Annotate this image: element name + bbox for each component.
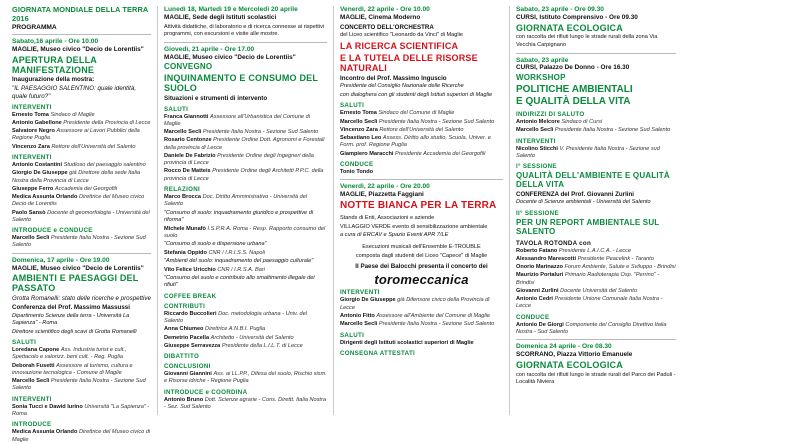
person-role: Architetto - Università del Salento — [210, 334, 294, 341]
section-label-coffee-break: COFFEE BREAK — [164, 292, 217, 300]
person-entry — [12, 112, 151, 119]
person-role: Docente di geomorfologia - Università del Salento — [12, 209, 150, 223]
person-entry — [164, 267, 327, 274]
person-name: Marcello Seclì — [164, 129, 202, 136]
person-role: Presidente Italia Nostra - Sezione Sud Salento — [12, 235, 146, 249]
person-role: Sindaco di Cursi — [561, 118, 603, 125]
person-role: Doc. metodologia urbana - Univ. del Salento — [164, 310, 307, 325]
person-entry — [516, 127, 676, 134]
person-name: Daniele De Fabrizio — [164, 152, 216, 159]
person-role: Presidente della Provincia di Lecce — [63, 119, 151, 126]
person-role: I.S.P.R.A. Roma - Resp. Rapporto consumo del suolo — [164, 225, 326, 239]
person-name: Stefania Oppido — [164, 249, 207, 256]
section-label-dibattito: DIBATTITO — [164, 353, 200, 361]
person-name: Antonio Bruno — [164, 396, 204, 403]
person-role: Sindaco di Maglie — [50, 111, 95, 118]
villaggio-verde-info: VILLAGGIO VERDE evento di sensibilizzazione ambientale — [340, 223, 488, 230]
column-1 — [6, 5, 158, 443]
event-place: CURSI, Istituto Comprensivo - Ore 09.30 — [516, 13, 638, 21]
concert-label: CONCERTO DELL'ORCHESTRA — [340, 23, 434, 31]
section-label-introduce-2: INTRODUCE — [12, 421, 52, 429]
person-role: Presidente Italia Nostra - Sezione Sud Salento — [378, 321, 495, 328]
person-entry — [340, 135, 503, 150]
section-label-interventi: INTERVENTI — [340, 289, 380, 297]
person-name: Michele Munafò — [164, 225, 206, 232]
person-role: Studioso del paesaggio salentino — [63, 161, 146, 168]
page-subtitle: PROGRAMMA — [12, 24, 57, 32]
event-title: APERTURA DELLA MANIFESTAZIONE — [12, 54, 97, 75]
person-name: Salvatore Negro — [12, 128, 55, 135]
person-entry — [12, 429, 151, 444]
talk-title: "Consumo di suolo: inquadramento giuridico e prospettive di riforma" — [164, 209, 314, 224]
column-3 — [334, 6, 510, 415]
person-entry — [12, 186, 151, 193]
person-entry — [164, 129, 327, 136]
section-label-tavola-rotonda: TAVOLA ROTONDA con — [516, 239, 592, 247]
person-entry — [164, 335, 327, 342]
person-entry — [12, 378, 151, 393]
event-date: Sabato, 23 aprile - Ore 09.30 — [516, 6, 604, 13]
person-role: Università "La Sapienza" - Roma — [12, 403, 150, 418]
person-entry — [516, 248, 676, 255]
speaker-affiliation: Presidente del Consiglio Nazionale delle Ricerche — [340, 83, 464, 90]
person-entry — [340, 110, 503, 117]
person-name: Antonio Costantini — [12, 161, 63, 168]
event-place: MAGLIE, Museo civico "Decio de Lorentiis" — [12, 45, 144, 53]
section-label-interventi: INTERVENTI — [516, 137, 556, 145]
person-name: Deborah Fusetti — [12, 362, 55, 369]
person-role: Presidente Italia Nostra - Sezione Sud Salento — [378, 118, 495, 125]
person-entry — [164, 153, 327, 168]
person-entry — [516, 146, 676, 161]
person-name: Rocco De Matteis — [164, 168, 211, 175]
section-label-indirizzi-saluto: INDIRIZZI DI SALUTO — [516, 110, 585, 118]
person-role: Direttrice del Museo civico di Maglie — [12, 429, 151, 443]
person-name: Loredana Capone — [12, 347, 60, 354]
event-type-workshop: WORKSHOP — [516, 73, 566, 83]
person-name: Vincenzo Zara — [340, 126, 378, 133]
conference-speaker: Conferenza del Prof. Massimo Massussi — [12, 303, 130, 311]
person-name: Rosario Centonze — [164, 137, 212, 144]
conference-speaker: CONFERENZA del Prof. Giovanni Zurlini — [516, 190, 635, 198]
person-name: Marcello Seclì — [340, 118, 378, 125]
person-role: Presidente Italia Nostra - Sezione Sud Salento — [554, 127, 671, 134]
person-name: Giorgio De Giuseppe — [340, 297, 396, 304]
person-entry — [164, 226, 327, 241]
giornata-ecologica-title-2: GIORNATA ECOLOGICA — [516, 359, 623, 370]
section-label-sessione-2: II° SESSIONE — [516, 209, 559, 217]
person-name: Sebastiano Leo — [340, 135, 382, 142]
person-role: Presidente della L.I.L.T. di Lecce — [221, 342, 303, 349]
column-4 — [510, 6, 682, 415]
person-entry — [340, 169, 503, 176]
divider — [164, 42, 327, 43]
section-label-saluti: SALUTI — [12, 339, 37, 347]
person-role: Presidente Ordine degli Ingegneri della provincia di Lecce — [164, 152, 314, 167]
concert-presenter: Il Paese dei Balocchi presenta il concerto dei — [355, 263, 488, 271]
person-name: Ernesto Toma — [340, 110, 377, 117]
person-entry — [516, 296, 676, 311]
divider — [12, 34, 151, 35]
person-role: Doc. Diritto Amministrativo - Università del Salento — [164, 194, 308, 208]
person-role: Assessore all'Urbanistica del Comune di Maglie — [164, 113, 310, 127]
divider — [12, 253, 151, 254]
event-subtitle: Grotta Romanelli: stato delle ricerche e prospettive — [12, 295, 151, 303]
person-entry — [516, 256, 676, 263]
person-role: Direttrice A.N.B.I. Puglia — [205, 326, 266, 333]
section-label-interventi: INTERVENTI — [12, 103, 52, 111]
section-label-conduce: CONDUCE — [340, 161, 374, 168]
person-name: Alessandro Marescotti — [516, 255, 576, 262]
person-name: Medica Assunta Orlando — [12, 429, 78, 436]
person-name: Antonio Gabellone — [12, 119, 62, 126]
person-name: Marcello Seclì — [12, 235, 50, 242]
event-place: MAGLIE, Sede degli Istituti scolastici — [164, 13, 277, 21]
person-role: Presidente Italia Nostra - Sezione Sud Salento — [202, 129, 319, 136]
person-role: Componente del Consiglio Direttivo Italia Nostra - Sud Salento — [516, 321, 667, 335]
person-entry — [164, 326, 327, 333]
person-name: Onorio Marinazzo — [516, 264, 563, 271]
event-date: Giovedì, 21 aprile - Ore 17.00 — [164, 45, 255, 53]
person-role: Accademia dei Georgofili — [54, 185, 118, 192]
section-label-conclusioni: CONCLUSIONI — [164, 363, 211, 371]
talk-title: "Ambienti del suolo: inquadramento del paesaggio culturale" — [164, 257, 314, 264]
person-role: Dott. Scienze agrarie - Cons. Direttt. Italia Nostra - Sez. Sud Salento — [164, 396, 326, 410]
speaker-affiliation-2: Direttore scientifico degli scavi di Grotta Romanelli — [12, 328, 137, 335]
person-name: Anna Chiumeo — [164, 326, 204, 333]
sessione-1-title: QUALITÀ DELL'AMBIENTE E QUALITÀ DELLA VITA — [516, 171, 670, 189]
person-entry — [12, 162, 151, 169]
meeting-note: con dialoghera con gli studenti degli Istituti superiori di Maglie — [340, 91, 493, 98]
convegno-title: INQUINAMENTO E CONSUMO DEL SUOLO — [164, 73, 318, 93]
music-info-1: Esecuzioni musicali dell'Ensemble E-TROUBLE — [362, 244, 481, 250]
person-role: Assessore ai Lavori Pubblici della Regione Puglia — [12, 128, 140, 142]
section-label-introduce: INTRODUCE e CONDUCE — [12, 227, 93, 235]
person-entry — [12, 170, 151, 185]
stands-info: Stands di Enti, Associazioni e aziende — [340, 215, 435, 222]
person-role: Presidente Ordine degli Architetti P.P.C. della provincia di Lecce — [164, 168, 324, 182]
event-date: Sabato,16 aprile - Ore 10.00 — [12, 38, 99, 46]
person-name: Ernesto Toma — [12, 111, 49, 118]
person-name: Antonio Cedri — [516, 296, 553, 303]
section-label-consegna-attestati: CONSEGNA ATTESTATI — [340, 349, 416, 357]
person-name: Medica Assunta Orlando — [12, 194, 78, 201]
speaker-affiliation: Dipartimento Scienze della terra - Università La Sapienza" - Roma — [12, 312, 130, 327]
person-entry — [12, 347, 151, 362]
person-entry — [516, 288, 676, 295]
person-role: Forum Ambiente, Salute e Sviluppo - Brindisi — [564, 264, 676, 271]
event-date: Lunedì 18, Martedì 19 e Mercoledì 20 aprile — [164, 6, 298, 13]
event-place: SCORRANO, Piazza Vittorio Emanuele — [516, 351, 633, 359]
person-role: Direttrice del Museo civico Decio de Lorentiis — [12, 194, 145, 208]
person-role: Sindaco del Comune di Maglie — [378, 110, 455, 117]
event-title: AMBIENTI E PAESAGGI DEL PASSATO — [12, 273, 139, 294]
person-entry — [12, 194, 151, 209]
meeting-title-line1: LA RICERCA SCIENTIFICA — [340, 40, 459, 51]
event-date: Sabato, 23 aprile — [516, 56, 569, 64]
giornata-ecologica-desc: con raccolta dei rifiuti lungo le strade rurali della zona Via Vecchia Carpignano — [516, 34, 658, 49]
event-date: Domenica 24 aprile - Ore 08.30 — [516, 343, 612, 351]
person-name: Sonia Tucci e Dawid Iurino — [12, 403, 83, 410]
person-entry — [12, 363, 151, 378]
person-role: Primario Radioterapia Osp. "Perrino" - Brindisi — [516, 272, 660, 286]
person-entry — [516, 322, 676, 337]
person-entry — [164, 137, 327, 152]
person-role: già Direttore della sede Italia Nostra della Provincia di Lecce — [12, 170, 141, 184]
person-name: Dirigenti degli Istituti scolastici superiori di Maglie — [340, 339, 474, 346]
person-entry — [12, 128, 151, 143]
person-entry — [340, 127, 503, 134]
person-entry — [164, 168, 327, 183]
event-subtitle: Inaugurazione della mostra: — [12, 76, 95, 84]
person-role: Docente Università del Salento — [560, 287, 637, 294]
person-name: Maurizio Portaluri — [516, 272, 564, 279]
person-name: Riccardo Buccolieri — [164, 310, 217, 317]
event-date: Venerdì, 22 aprile - Ore 10.00 — [340, 6, 430, 13]
section-label-saluti: SALUTI — [164, 105, 189, 113]
person-name: Tonio Tondo — [340, 169, 374, 175]
person-name: Giuseppe Ferro — [12, 185, 54, 192]
person-role: Presidente Accademia dei Georgofili — [395, 150, 486, 157]
page-title: GIORNATA MONDIALE DELLA TERRA 2016 — [12, 5, 149, 23]
person-name: Marco Brocca — [164, 194, 201, 200]
person-entry — [164, 311, 327, 326]
music-info-2: composta dagli studenti del Liceo "Capece" di Maglie — [355, 252, 488, 259]
person-entry — [340, 297, 503, 312]
person-entry — [164, 343, 327, 350]
section-label-sessione-1: I° SESSIONE — [516, 163, 557, 171]
convegno-subtitle: Situazioni e strumenti di intervento — [164, 94, 268, 102]
person-name: Marcello Seclì — [12, 378, 50, 385]
person-name: Giuseppe Serravezza — [164, 342, 221, 349]
person-name: Roberto Fatano — [516, 247, 558, 254]
person-role: Assessore all'Ambiente del Comune di Maglie — [376, 313, 490, 320]
column-2 — [158, 6, 334, 415]
person-entry — [12, 120, 151, 127]
event-place: MAGLIE, Museo civico "Decio de Lorentiis" — [164, 53, 296, 61]
meeting-title-line2: E LA TUTELA DELLE RISORSE NATURALI — [340, 52, 478, 73]
giornata-ecologica-desc-2: con raccolta dei rifiuti lungo le strade rurali del Parco dei Paduli - Località Niviera — [516, 371, 676, 386]
event-place: MAGLIE, Cinema Moderno — [340, 13, 421, 21]
person-entry — [12, 210, 151, 225]
person-entry — [340, 151, 503, 158]
person-role: Ass. Industria turist e cult., Spettacolo e valorizz. beni cult. - Reg. Puglia — [12, 347, 127, 361]
person-name: Giorgio De Giuseppe — [12, 170, 68, 177]
person-entry — [340, 119, 503, 126]
event-date: Domenica, 17 aprile - Ore 19.00 — [12, 256, 110, 264]
person-name: Antonio Melcore — [516, 118, 560, 125]
talk-title: "Consumo del suolo e contributo allo smaltimento illegale dei rifiuti" — [164, 274, 315, 289]
workshop-title-line2: E QUALITÀ DELLA VITA — [516, 96, 631, 108]
person-role: CNR / I.R.I.S.S. Napoli — [208, 249, 266, 256]
person-role: Presidente Peacelink - Taranto — [577, 255, 654, 262]
person-role: già Difensore civico della Provincia di Lecce — [340, 297, 490, 311]
person-role: Assessore al turismo, cultura e innovazione tecnologica - Comune di Maglie — [12, 362, 133, 376]
person-role: Presidente Unione Comunale Italia Nostra - Lecce — [516, 296, 663, 310]
speaker-affiliation: Docente di Scienze ambientali - Università del Salento — [516, 199, 651, 206]
divider — [340, 179, 503, 180]
person-name: Vincenzo Zara — [12, 143, 50, 150]
person-entry — [12, 235, 151, 250]
event-place: MAGLIE, Piazzetta Faggiani — [340, 191, 424, 199]
person-entry — [12, 404, 151, 419]
event-type-convegno: CONVEGNO — [164, 62, 213, 72]
workshop-title-line1: POLITICHE AMBIENTALI — [516, 83, 633, 95]
person-name: Marcello Seclì — [516, 127, 554, 134]
person-role: CNR / I.R.S.A. Bari — [217, 266, 265, 273]
person-entry — [164, 114, 327, 129]
person-role: Rettore dell'Università del Salento — [379, 126, 464, 133]
person-name: Demetrio Pacella — [164, 334, 210, 341]
person-role: Presidente Ordine Dott. Agronomi e Forestali della provincia di Lecce — [164, 137, 325, 151]
person-role: Rettore dell'Università del Salento — [51, 143, 136, 150]
section-label-interventi-2: INTERVENTI — [12, 153, 52, 161]
person-role: Assess. Diritto allo studio, Scuola, Univer. e Form. prof. Regione Puglia — [340, 135, 491, 149]
person-entry — [164, 250, 327, 257]
person-entry — [516, 119, 676, 126]
person-role: Ass. ai LL.PP., Difesa del suolo, Rischio sism. e Risorse idriche - Regione Puglia — [164, 371, 327, 385]
person-name: Paolo Sansò — [12, 209, 46, 216]
person-entry — [164, 194, 327, 209]
person-name: Giampiero Maracchi — [340, 150, 394, 157]
person-entry — [164, 371, 327, 386]
section-label-saluti: SALUTI — [340, 102, 365, 110]
person-name: Marcello Seclì — [340, 321, 378, 328]
section-label-interventi-3: INTERVENTI — [12, 395, 52, 403]
section-label-introduce-coordina: INTRODUCE e COORDINA — [164, 388, 248, 396]
person-name: Antonio Fitto — [340, 313, 375, 320]
divider — [516, 339, 676, 340]
person-name: Vito Felice Uricchio — [164, 266, 216, 273]
person-name: Nicolino Sticchi — [516, 145, 558, 152]
exhibit-title: "IL PAESAGGIO SALENTINO: quale identità, quale futuro?" — [12, 85, 137, 100]
event-place: MAGLIE, Museo civico "Decio de Lorentiis" — [12, 264, 144, 272]
giornata-ecologica-title: GIORNATA ECOLOGICA — [516, 22, 623, 33]
person-role: Presidente L.A.I.C.A. - Lecce — [558, 247, 632, 254]
meeting-speaker: Incontro del Prof. Massimo Inguscio — [340, 74, 447, 82]
event-date: Venerdì, 22 aprile - Ore 20.00 — [340, 183, 430, 191]
section-label-contributi: CONTRIBUTI — [164, 302, 206, 310]
person-name: Giovanni Giannini — [164, 371, 212, 378]
person-entry — [340, 321, 503, 328]
talk-title: "Consumo di suolo e dispersione urbana" — [164, 241, 267, 248]
notte-bianca-title: NOTTE BIANCA PER LA TERRA — [340, 199, 497, 211]
person-role: V. Presidente Italia Nostra - Sezione sud Salento — [516, 145, 660, 159]
sessione-2-title: PER UN REPORT AMBIENTALE SUL SALENTO — [516, 217, 660, 236]
section-label-saluti-2: SALUTI — [340, 331, 365, 339]
section-label-conduce: CONDUCE — [516, 313, 550, 321]
event-place: CURSI, Palazzo De Donno - Ore 16.30 — [516, 64, 630, 72]
person-name: Franca Giannotti — [164, 113, 209, 120]
person-name: Giovanni Zurlini — [516, 287, 559, 294]
person-entry — [516, 272, 676, 287]
divider — [516, 53, 676, 54]
person-entry — [164, 397, 327, 412]
person-entry — [516, 264, 676, 271]
concert-ensemble: del Liceo scientifico "Leonardo da Vinci" di Maglie — [340, 32, 463, 39]
person-role: Presidente Italia Nostra - Sezione Sud Salento — [12, 378, 146, 392]
person-entry — [340, 313, 503, 320]
person-name: Antonio De Giorgi — [516, 321, 564, 328]
villaggio-verde-curator: a cura di ERCAV e Spazio Eventi APR 7/LE — [340, 232, 449, 239]
activities-description: Attività didattiche, di laboratorio e di ricerca connesse ai rispettivi programmi, con escursioni e visite alle mostre. — [164, 23, 325, 38]
band-name: toromeccanica — [374, 271, 469, 287]
section-label-relazioni: RELAZIONI — [164, 186, 201, 193]
person-entry — [340, 340, 503, 347]
person-entry — [12, 144, 151, 151]
